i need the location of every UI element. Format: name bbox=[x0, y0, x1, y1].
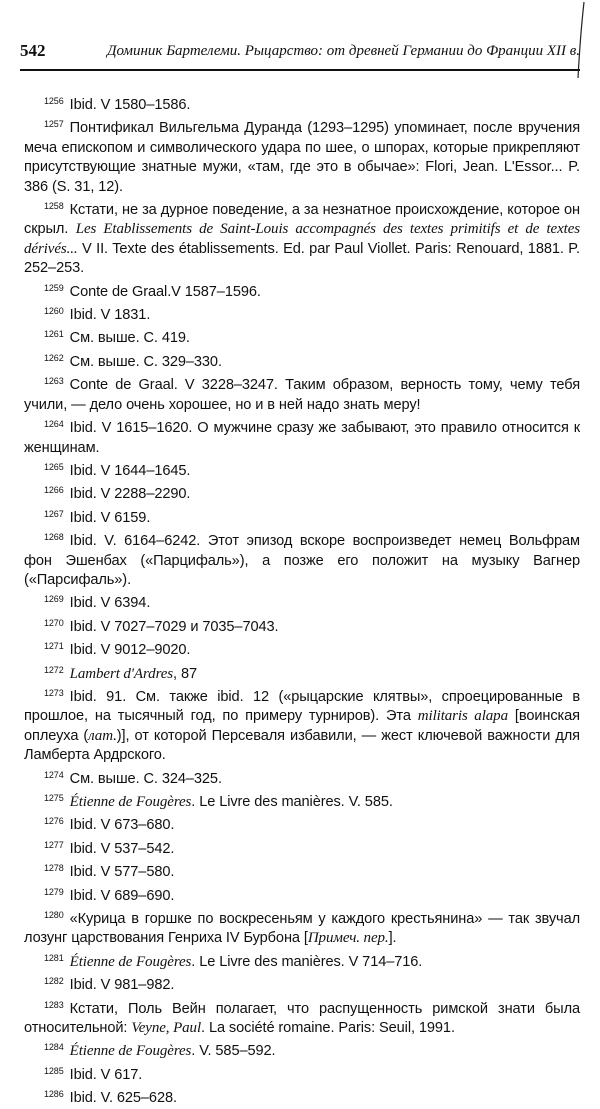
footnote-text: [воинская оплеуха ( bbox=[24, 708, 580, 744]
footnote-italic-text: Примеч. пер. bbox=[307, 930, 389, 947]
footnote-number: 1256 bbox=[44, 96, 64, 106]
footnote-text: См. выше. С. 329–330. bbox=[69, 353, 222, 370]
footnote bbox=[24, 1085, 580, 1108]
footnote-number: 1281 bbox=[44, 952, 64, 963]
footnote bbox=[24, 949, 580, 972]
page-header bbox=[20, 41, 580, 67]
footnote bbox=[24, 996, 580, 1039]
footnote-text: Ibid. V 1831. bbox=[69, 307, 151, 324]
footnote-text: Ibid. V 689–690. bbox=[69, 887, 175, 904]
footnote bbox=[24, 115, 580, 197]
footnote-number: 1268 bbox=[44, 532, 64, 543]
footnote bbox=[24, 415, 580, 458]
footnote bbox=[24, 684, 580, 766]
footnote-italic-text: Étienne de Fougères bbox=[69, 953, 192, 970]
footnote-text: Ibid. V 2288–2290. bbox=[69, 486, 191, 503]
footnote bbox=[24, 590, 580, 613]
footnote bbox=[24, 906, 580, 949]
footnote-text: , 87 bbox=[173, 665, 197, 682]
footnote bbox=[24, 812, 580, 835]
footnote-number: 1284 bbox=[44, 1042, 64, 1053]
footnote bbox=[24, 661, 580, 684]
footnote bbox=[24, 349, 580, 372]
footnote-text: Conte de Graal. V 3228–3247. Таким образом, верность тому, чему тебя учили, — дело очень хорошее, но и в ней надо знать меру! bbox=[24, 377, 580, 413]
footnote-number: 1277 bbox=[44, 839, 64, 850]
footnote-italic-text: Étienne de Fougères bbox=[69, 794, 192, 810]
footnote-text: Ibid. V 1644–1645. bbox=[69, 462, 191, 479]
footnotes-list bbox=[24, 92, 580, 1109]
footnote-number: 1264 bbox=[44, 419, 64, 430]
footnote-number: 1283 bbox=[44, 999, 64, 1010]
footnote-text: )], от которой Персеваля избавили, — жест ключевой важности для Ламберта Ардрского. bbox=[24, 727, 580, 764]
footnote-italic-text: Lambert d'Ardres bbox=[69, 665, 174, 682]
footnote bbox=[24, 859, 580, 882]
footnote bbox=[24, 92, 580, 115]
footnote bbox=[24, 1062, 580, 1085]
footnote bbox=[24, 458, 580, 481]
footnote-text: Ibid. V 1615–1620. О мужчине сразу же забывают, это правило относится к женщинам. bbox=[24, 420, 580, 456]
footnote-number: 1285 bbox=[44, 1065, 64, 1076]
footnote bbox=[24, 883, 580, 906]
footnote-number: 1274 bbox=[44, 769, 64, 780]
footnote-text: ]. bbox=[388, 930, 397, 947]
footnote-text: Ibid. V 981–982. bbox=[69, 977, 175, 994]
footnote bbox=[24, 505, 580, 528]
footnote bbox=[24, 372, 580, 415]
footnote bbox=[24, 528, 580, 590]
footnote bbox=[24, 766, 580, 789]
footnote-number: 1275 bbox=[44, 793, 64, 803]
footnote-number: 1282 bbox=[44, 976, 64, 987]
footnote-text: См. выше. С. 419. bbox=[69, 330, 190, 347]
footnote bbox=[24, 279, 580, 302]
header-rule bbox=[20, 69, 580, 71]
footnote-text: Ibid. V 7027–7029 и 7035–7043. bbox=[69, 618, 279, 635]
footnote-text: Ibid. V 617. bbox=[69, 1066, 143, 1083]
footnote-number: 1258 bbox=[44, 201, 64, 212]
page-number: 542 bbox=[20, 41, 46, 60]
footnote-number: 1261 bbox=[44, 329, 64, 340]
footnote-italic-text: Veyne, Paul bbox=[131, 1020, 202, 1037]
footnote-text: Ibid. V 9012–9020. bbox=[69, 642, 191, 659]
footnote-number: 1257 bbox=[44, 119, 64, 130]
footnote-text: Ibid. V 537–542. bbox=[69, 840, 175, 857]
footnote-text: Ibid. V 577–580. bbox=[69, 864, 175, 881]
footnote-number: 1286 bbox=[44, 1089, 64, 1100]
footnote-text: Ibid. V 673–680. bbox=[69, 817, 175, 834]
footnote-number: 1269 bbox=[44, 594, 64, 605]
footnote-italic-text: Les Etablissements de Saint-Louis accompagnés des textes primitifs et de textes dérivés... bbox=[24, 221, 580, 257]
footnote-number: 1279 bbox=[44, 886, 64, 897]
footnote-text: . V. 585–592. bbox=[191, 1043, 276, 1060]
footnote-number: 1267 bbox=[44, 508, 64, 519]
footnote bbox=[24, 1038, 580, 1061]
footnote-text: См. выше. С. 324–325. bbox=[69, 770, 222, 787]
footnote-text: «Курица в горшке по воскресеньям у каждого крестьянина» — так звучал лозунг царствования Генриха IV Бурбона [ bbox=[24, 911, 580, 947]
footnote-number: 1276 bbox=[44, 816, 64, 827]
footnote bbox=[24, 637, 580, 660]
footnote-number: 1280 bbox=[44, 910, 64, 921]
footnote bbox=[24, 325, 580, 348]
footnote-number: 1273 bbox=[44, 687, 64, 698]
footnote-text: Ibid. V 1580–1586. bbox=[69, 97, 191, 113]
footnote-text: Ibid. V. 6164–6242. Этот эпизод вскоре воспроизведет немец Вольфрам фон Эшенбах («Парцифаль»), а позже его положит на музыку Вагнер («Парсифаль»). bbox=[24, 533, 580, 588]
footnote bbox=[24, 789, 580, 812]
footnote-text: . Le Livre des manières. V 714–716. bbox=[191, 953, 423, 970]
footnote-text: . Le Livre des manières. V. 585. bbox=[191, 794, 393, 810]
footnote-number: 1265 bbox=[44, 461, 64, 472]
footnote-number: 1263 bbox=[44, 376, 64, 387]
running-title: Доминик Бартелеми. Рыцарство: от древней Германии до Франции XII в. bbox=[106, 43, 580, 59]
footnote-number: 1271 bbox=[44, 641, 64, 652]
footnote-number: 1270 bbox=[44, 617, 64, 628]
footnote-number: 1262 bbox=[44, 352, 64, 363]
footnote bbox=[24, 481, 580, 504]
footnote bbox=[24, 302, 580, 325]
footnote-number: 1278 bbox=[44, 863, 64, 874]
footnote-text: Conte de Graal.V 1587–1596. bbox=[69, 283, 261, 300]
footnote-number: 1266 bbox=[44, 485, 64, 496]
footnote-text: Кстати, Поль Вейн полагает, что распущенность римской знати была относительной: bbox=[24, 1000, 580, 1037]
footnote-italic-text: Étienne de Fougères bbox=[69, 1043, 192, 1060]
footnote-number: 1260 bbox=[44, 306, 64, 317]
footnote bbox=[24, 614, 580, 637]
footnote-text: Кстати, не за дурное поведение, а за незнатное происхождение, которое он скрыл. bbox=[24, 202, 580, 238]
footnote-italic-text: лат. bbox=[88, 727, 117, 744]
footnote bbox=[24, 197, 580, 279]
footnote-text: Ibid. V 6159. bbox=[69, 509, 151, 526]
footnote-text: . La société romaine. Paris: Seuil, 1991. bbox=[201, 1020, 455, 1037]
footnote-text: Понтификал Вильгельма Дуранда (1293–1295) упоминает, после вручения меча епископом и символического удара по шее, о шпорах, которые прикрепляют присутствующие знатные мужи, «там, где это в обычае»: Flori, Jean. L'Essor... P. 386 (S. 31, 12). bbox=[24, 120, 580, 195]
footnote-text: Ibid. 91. См. также ibid. 12 («рыцарские клятвы», спроецированные в прошлое, на тысячный год, по примеру турниров). Эта bbox=[24, 688, 580, 725]
footnote-number: 1259 bbox=[44, 282, 64, 293]
footnote-italic-text: militaris alapa bbox=[417, 708, 508, 725]
pen-mark bbox=[560, 0, 600, 80]
footnote-text: Ibid. V 6394. bbox=[69, 595, 151, 612]
footnote-text: Ibid. V. 625–628. bbox=[69, 1090, 177, 1107]
footnote-text: V II. Texte des établissements. Ed. par Paul Viollet. Paris: Renouard, 1881. P. 252–253. bbox=[24, 240, 580, 277]
footnote-number: 1272 bbox=[44, 664, 64, 675]
footnote bbox=[24, 836, 580, 859]
footnote bbox=[24, 972, 580, 995]
